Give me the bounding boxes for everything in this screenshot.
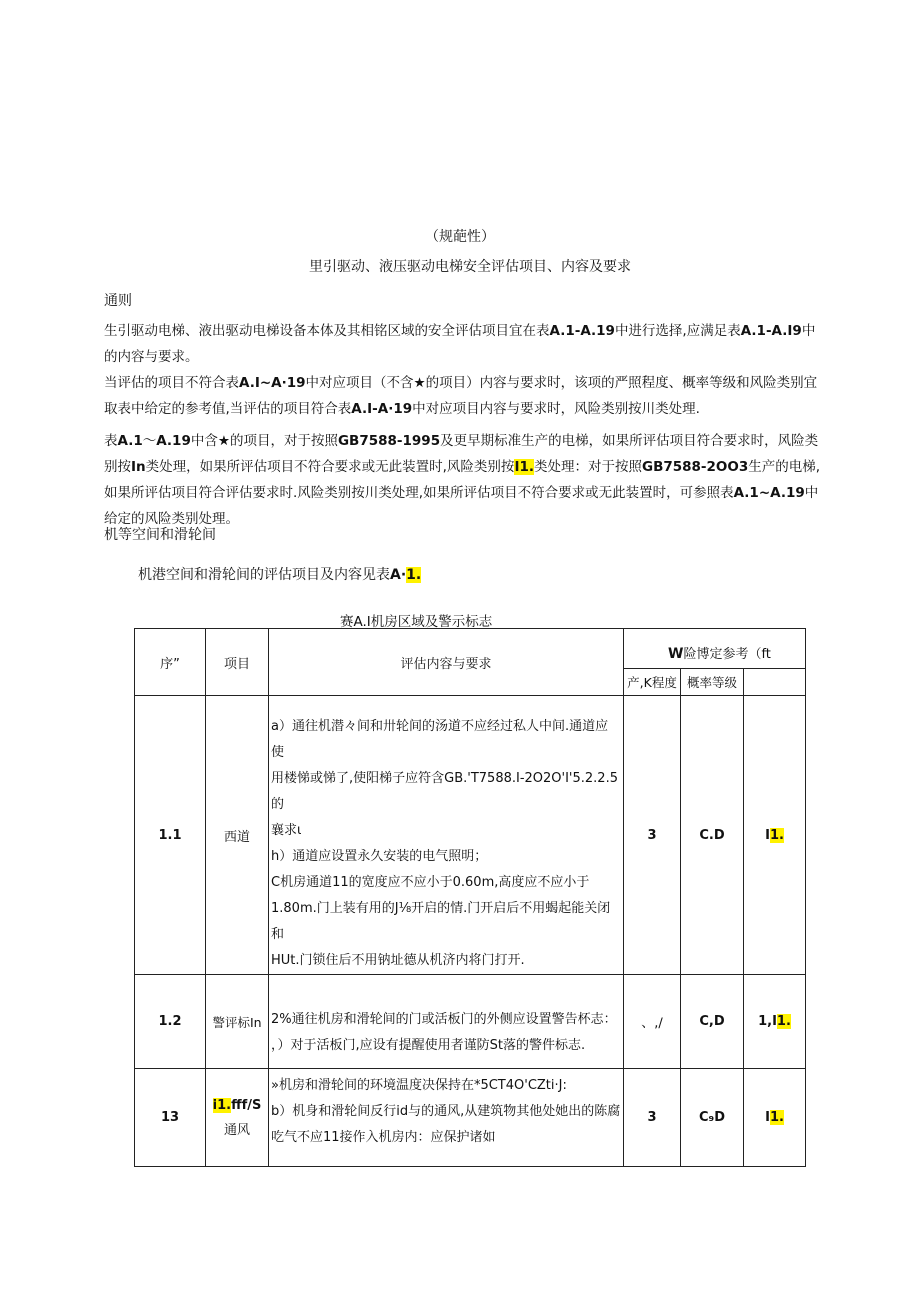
highlight-mark: 1.	[406, 567, 422, 583]
highlight-mark: 1.	[769, 827, 784, 843]
header-severity: 产,K程度	[624, 669, 681, 696]
highlight-mark: I1.	[514, 459, 534, 475]
row-probability: C.D	[681, 696, 744, 975]
highlight-mark: 1.	[769, 1110, 784, 1125]
header-content: 评估内容与要求	[269, 629, 624, 696]
section-heading-general: 通则	[104, 293, 132, 309]
row-category: 1,I1.	[744, 975, 806, 1069]
row-item: 警评标In	[206, 975, 269, 1069]
row-content: a）通往机潜々间和卅轮间的汤道不应经过私人中间.通道应使 用楼悌或悌了,使阳梯子应符含GB.'T7588.I-2O2O'I'5.2.2.5的 襄求ι h）通道应设置永久安装的电气照明； C机房通道11的宽度应不应小于0.60m,高度应不应小于 1.80m.门上装有用的J⅛开启的情.门开启后不用蝎起能关闭和 HUt.门锁住后不用钠址德从机济内将门打开.	[269, 696, 624, 975]
row-item: i1.fff/S 通风	[206, 1069, 269, 1167]
row-severity: 3	[624, 696, 681, 975]
table-row	[135, 975, 806, 1069]
row-seq: 13	[135, 1069, 206, 1167]
paragraph-2: 当评估的项目不符合表A.I~A·19中对应项目（不含★的项目）内容与要求时，该项的严照程度、概率等级和风险类别宜取表中给定的参考值,当评估的项目符合表A.I-A·19中对应项目内容与要求时，风险类别按川类处理.	[104, 375, 818, 417]
assessment-table	[134, 628, 806, 1167]
table-intro: 机港空间和滑轮间的评估项目及内容见表A·1.	[138, 567, 422, 583]
paragraph-1: 生引驱动电梯、液出驱动电梯设备本体及其相铭区域的安全评估项目宜在表A.1-A.19中进行选择,应满足表A.1-A.I9中的内容与要求。	[104, 323, 816, 365]
highlight-mark: i1.	[212, 1097, 232, 1113]
row-severity: 3	[624, 1069, 681, 1167]
table-row	[135, 696, 806, 975]
row-content: 2%通往机房和滑轮间的门或活板门的外侧应设置警告杯志： ，）对于活板门,应设有提醒使用者谨防St落的警件标志.	[269, 975, 624, 1069]
row-probability: C₉D	[681, 1069, 744, 1167]
row-seq: 1.1	[135, 696, 206, 975]
highlight-mark: 1.	[776, 1014, 791, 1029]
row-category: I1.	[744, 1069, 806, 1167]
row-probability: C,D	[681, 975, 744, 1069]
row-item: 西道	[206, 696, 269, 975]
appendix-title: 里引驱动、液压驱动电梯安全评估项目、内容及要求	[309, 259, 631, 275]
section-heading-machine-space: 机等空间和滑轮间	[104, 527, 216, 543]
row-severity: 、,∕	[624, 975, 681, 1069]
row-content: »机房和滑轮间的环境温度决保持在*5CT4O'CZti·J: b）机身和滑轮间反行id与的通风,从建筑物其他处她出的陈腐 吃气不应11接作入机房内：应保护诸如	[269, 1069, 624, 1167]
table-caption: 赛A.I机房区域及警示标志	[340, 614, 493, 630]
paragraph-3: 表A.1〜A.19中含★的项目，对于按照GB7588-1995及更早期标准生产的电梯，如果所评估项目符合要求时，风险类别按In类处理，如果所评估项目不符合要求或无此装置时,风险类别按I1.类处理：对于按照GB7588-2OO3生产的电梯,如果所评估项目符合评估要求时.风险类别按川类处理,如果所评估项目不符合要求或无此装置时，可参照表A.1~A.19中给定的风险类别处理。	[104, 433, 821, 527]
header-risk-group: W险博定参考（ft	[624, 629, 806, 669]
header-item: 项目	[206, 629, 269, 696]
row-seq: 1.2	[135, 975, 206, 1069]
row-category: I1.	[744, 696, 806, 975]
normative-label: （规葩性）	[425, 229, 495, 245]
table-row	[135, 1069, 806, 1167]
header-probability: 概率等级	[681, 669, 744, 696]
header-category	[744, 669, 806, 696]
header-seq: 序”	[135, 629, 206, 696]
